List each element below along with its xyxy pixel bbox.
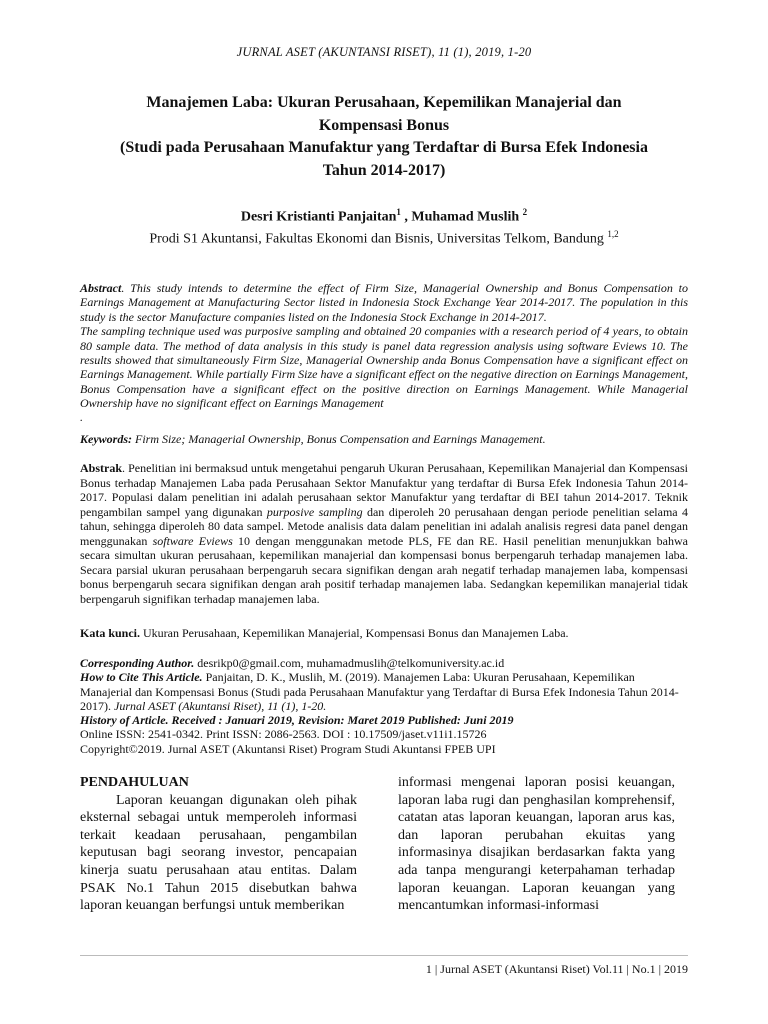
author-2: Muhamad Muslih [411, 209, 523, 225]
abstract-english [80, 281, 688, 423]
kata-kunci-lead: Kata kunci. [80, 626, 141, 640]
author-1-sup: 1 [396, 207, 401, 217]
keywords-indonesian [80, 626, 688, 641]
abstract-indonesian [80, 461, 688, 606]
body-paragraph-right: informasi mengenai laporan posisi keuangan, laporan laba rugi dan penghasilan komprehensif, catatan atas laporan keuangan, laporan arus kas, dan laporan perubahan ekuitas yang informasinya disajikan berdasarkan fakta yang ada tanpa mengurangi keterpahaman terhadap laporan keuangan. Laporan keuangan yang mencantumkan informasi-informasi [398, 775, 675, 914]
title-line-1: Manajemen Laba: Ukuran Perusahaan, Kepemilikan Manajerial dan [146, 94, 622, 111]
abstrak-lead: Abstrak [80, 461, 123, 475]
title-line-3: (Studi pada Perusahaan Manufaktur yang Terdaftar di Bursa Efek Indonesia [120, 139, 648, 156]
body-column-left [80, 774, 357, 915]
author-1: Desri Kristianti Panjaitan [240, 209, 397, 225]
abstrak-italic-1: purposive sampling [266, 504, 363, 519]
cite-lead: How to Cite This Article. [80, 670, 203, 685]
keywords-text: Firm Size; Managerial Ownership, Bonus Compensation and Earnings Management. [132, 432, 546, 446]
cite-text: Panjaitan, D. K., Muslih, M. (2019). Manajemen Laba: Ukuran Perusahaan, Kepemilikan Manajerial dan Kompensasi Bonus (Studi pada Perusahaan Manufaktur yang Terdaftar di Bursa Efek Indonesia Tahun 2014-2017). [80, 670, 679, 713]
abstract-lead: Abstract [80, 281, 122, 295]
author-separator: , [400, 209, 412, 225]
title-line-4: Tahun 2014-2017) [322, 161, 446, 179]
keywords-lead: Keywords: [80, 432, 132, 446]
kata-kunci-text: Ukuran Perusahaan, Kepemilikan Manajerial, Kompensasi Bonus dan Manajemen Laba. [140, 626, 569, 640]
cite-journal: Jurnal ASET (Akuntansi Riset), 11 (1), 1-20. [114, 698, 327, 713]
copyright: Copyright©2019. Jurnal ASET (Akuntansi Riset) Program Studi Akuntansi FPEB UPI [80, 741, 496, 756]
abstract-para-1: . This study intends to determine the effect of Firm Size, Managerial Ownership and Bonus Compensation to Earnings Management at Manufacturing Sector listed in Indonesia Stock Exchange Year 2014-2017. The population in this study is the sector Manufacture companies listed on the Indonesia Stock Exchange in 2014-2017. [80, 281, 688, 324]
corresponding-emails: desrikp0@gmail.com, muhamadmuslih@telkomuniversity.ac.id [194, 656, 505, 670]
title-line-2: Kompensasi Bonus [318, 116, 450, 134]
author-2-sup: 2 [522, 207, 528, 217]
abstract-trailing: . [80, 409, 83, 424]
issn-doi: Online ISSN: 2541-0342. Print ISSN: 2086-2563. DOI : 10.17509/jaset.v11i1.15726 [80, 727, 487, 742]
abstract-para-2: The sampling technique used was purposive sampling and obtained 20 companies with a research period of 4 years, to obtain 80 sample data. The method of data analysis in this study is panel data regression analysis using software Eviews 10. The results showed that simultaneously Firm Size, Managerial Ownership anda Bonus Compensation have a significant effect on Earnings Management. While partially Firm Size have a significant effect on the negative direction on Earnings Management, Bonus Compensation have a significant effect on the positive direction on Earnings Management. While Managerial Ownership have no significant effect on Earnings Management [80, 324, 688, 411]
affiliation-sup: 1,2 [607, 229, 619, 239]
journal-header: JURNAL ASET (AKUNTANSI RISET), 11 (1), 2019, 1-20 [236, 45, 532, 59]
article-history: History of Article. Received : Januari 2019, Revision: Maret 2019 Published: Juni 2019 [80, 713, 514, 728]
body-column-right [398, 774, 675, 915]
abstrak-text-1: . Penelitian ini bermaksud untuk mengetahui pengaruh Ukuran Perusahaan, Kepemilikan Manajerial dan Kompensasi Bonus terhadap Manajemen Laba pada Perusahaan Sektor Manufaktur yang terdaftar di Bursa Efek Indonesia Tahun 2014-2017. Populasi dalam penelitian ini adalah perusahaan sektor Manufaktur yang terdaftar di BEI tahun 2014-2017. Teknik pengambilan sampel yang digunakan [80, 461, 688, 519]
corresponding-lead: Corresponding Author. [80, 656, 195, 670]
authors [0, 207, 768, 226]
affiliation [0, 229, 768, 248]
footer-divider [80, 955, 688, 956]
body-paragraph-left: Laporan keuangan digunakan oleh pihak eksternal sebagai untuk memperoleh informasi terkait keadaan perusahaan, pengambilan keputusan bagi seorang investor, pencapaian kinerja suatu perusahaan atau entitas. Dalam PSAK No.1 Tahun 2015 disebutkan bahwa laporan keuangan berfungsi untuk memberikan [80, 792, 357, 914]
article-metadata [80, 656, 688, 756]
abstrak-text-2: dan diperoleh 20 perusahaan dengan periode penelitian selama 4 tahun, sehingga diperoleh 80 data sampel. Metode analisis data dalam penelitian ini adalah analisis regresi data panel dengan menggunakan [80, 504, 688, 548]
section-heading: PENDAHULUAN [80, 775, 189, 790]
page-footer: 1 | Jurnal ASET (Akuntansi Riset) Vol.11 | No.1 | 2019 [425, 962, 688, 976]
abstrak-italic-2: software Eviews [152, 533, 233, 548]
affiliation-text: Prodi S1 Akuntansi, Fakultas Ekonomi dan Bisnis, Universitas Telkom, Bandung [149, 231, 608, 247]
abstrak-text-3: 10 dengan menggunakan metode PLS, FE dan RE. Hasil penelitian menunjukkan bahwa secara simultan ukuran perusahaan, kepemilikan manajerial dan kompensasi bonus berpengaruh terhadap manajemen laba. Secara parsial ukuran perusahaan berpengaruh secara signifikan dengan arah negatif terhadap manajemen laba, kompensasi bonus berpengaruh secara signifikan dengan arah positif terhadap manajemen laba. Sedangkan kepemilikan manajerial tidak berpengaruh signifikan terhadap manajemen laba. [80, 533, 688, 606]
paper-title [100, 92, 668, 182]
keywords-english [80, 432, 688, 447]
